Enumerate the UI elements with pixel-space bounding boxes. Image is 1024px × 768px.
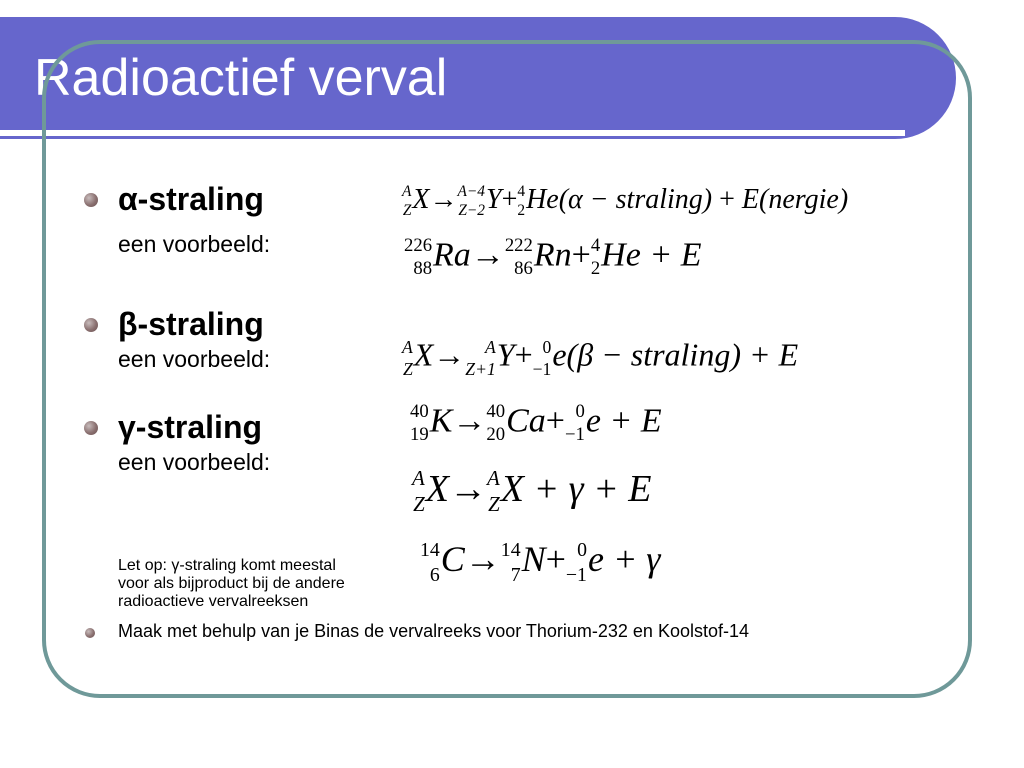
alpha-example-equation: 226 88 Ra→ 222 86 Rn+ 4 2 He + E (404, 235, 702, 280)
slide-title: Radioactief verval (34, 49, 448, 107)
section-heading-beta: β-straling (118, 306, 264, 342)
nuclide-notation: 4 2 (517, 183, 526, 220)
nuclide-notation: 14 7 (500, 539, 521, 586)
beta-example-equation: 40 19 K→ 40 20 Ca+ 0 −1 e + E (410, 401, 662, 446)
nuclide-notation: 0 −1 (532, 337, 552, 379)
note-line: radioactieve vervalreeksen (118, 593, 309, 610)
nuclide-notation: 0 −1 (564, 401, 585, 446)
nuclide-notation: A Z (486, 466, 500, 517)
nuclide-notation: 226 88 (404, 235, 433, 280)
bullet-icon (84, 193, 98, 207)
bullet-icon (84, 318, 98, 332)
nuclide-notation: A Z+1 (465, 337, 496, 379)
example-label-gamma: een voorbeeld: (118, 449, 271, 475)
nuclide-notation: 14 6 (420, 539, 440, 586)
gamma-general-equation: A Z X→ A Z X + γ + E (412, 466, 652, 517)
beta-general-equation: A Z X→ A Z+1 Y+ 0 −1 e(β − straling) + E (402, 336, 799, 379)
nuclide-notation: 4 2 (590, 235, 601, 280)
gamma-example-equation: 14 6 C→ 14 7 N+ 0 −1 e + γ (420, 539, 661, 586)
note-line: Let op: γ-straling komt meestal (118, 557, 336, 574)
nuclide-notation: 40 19 (410, 401, 429, 446)
bullet-icon (84, 421, 98, 435)
nuclide-notation: 40 20 (486, 401, 506, 446)
nuclide-notation: 222 86 (504, 235, 533, 280)
nuclide-notation: A−4 Z−2 (457, 183, 485, 220)
section-heading-alpha: α-straling (118, 181, 264, 217)
nuclide-notation: A Z (412, 466, 425, 517)
nuclide-notation: A Z (402, 337, 413, 379)
alpha-general-equation: A Z X→ A−4 Z−2 Y+ 4 2 He(α − straling) + E(nergie) (402, 183, 849, 220)
section-heading-gamma: γ-straling (118, 409, 263, 445)
example-label-beta: een voorbeeld: (118, 346, 271, 372)
gamma-note (118, 557, 345, 611)
example-label-alpha: een voorbeeld: (118, 231, 271, 257)
nuclide-notation: 0 −1 (565, 539, 587, 586)
nuclide-notation: A Z (402, 183, 412, 220)
task-text: Maak met behulp van je Binas de vervalreeks voor Thorium-232 en Koolstof-14 (118, 621, 750, 641)
bullet-icon (85, 628, 95, 638)
note-line: voor als bijproduct bij de andere (118, 575, 345, 592)
